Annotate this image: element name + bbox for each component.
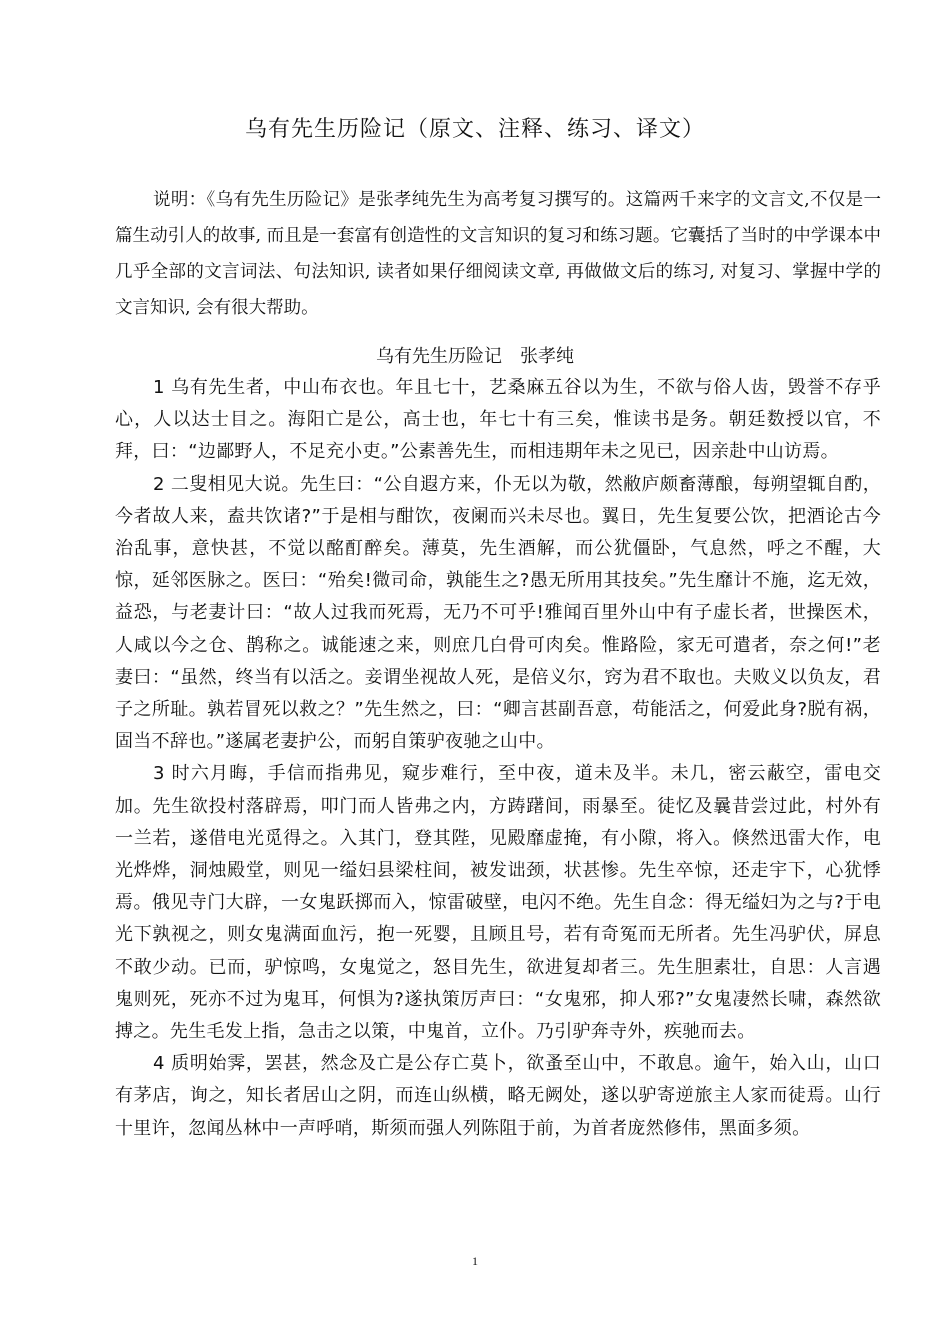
document-title: 乌有先生历险记（原文、注释、练习、译文） [244,117,705,142]
page-number: 1 [472,1254,478,1268]
paragraph-2: 2 二叟相见大说。先生曰：“公自遐方来，仆无以为敬，然敝庐颇畜薄酿，每朔望辄自酌，今者故人来，盍共饮诸?”于是相与酣饮，夜阑而兴未尽也。翼日，先生复要公饮，把酒论古今治乱事，意快甚，不觉以酩酊醉矣。薄莫，先生酒解，而公犹僵卧，气息然，呼之不醒，大惊，延邻医脉之。医曰：“殆矣!微司命，孰能生之?愚无所用其技矣。”先生靡计不施，迄无效，益恐，与老妻计曰：“故人过我而死焉，无乃不可乎!雅闻百里外山中有子虚长者，世操医术，人咸以今之仓、鹊称之。诚能速之来，则庶几白骨可肉矣。惟路险，家无可遣者，奈之何!”老妻曰：“虽然，终当有以活之。妾谓坐视故人死，是倍义尔，窍为君不取也。夫败义以负友，君子之所耻。孰若冒死以救之？”先生然之，曰：“卿言甚副吾意，苟能活之，何爱此身?脱有祸，固当不辞也。”遂属老妻护公，而躬自策驴夜驰之山中。 [115,473,881,753]
article-body [115,372,881,1145]
paragraph-4: 4 质明始霁，罢甚，然念及亡是公存亡莫卜，欲蚤至山中，不敢息。逾午，始入山，山口有茅店，询之，知长者居山之阴，而连山纵横，略无阙处，遂以驴寄逆旅主人家而徒焉。山行十里许，忽闻丛林中一声呼哨，斯须而强人列陈阻于前，为首者庞然修伟，黑面多须。 [115,1053,881,1139]
paragraph-3: 3 时六月晦，手信而指弗见，窥步难行，至中夜，道未及半。未几，密云蔽空，雷电交加。先生欲投村落辟焉，叩门而人皆弗之内，方踌躇间，雨暴至。徒忆及曩昔尝过此，村外有一兰若，遂借电光觅得之。入其门，登其陛，见殿靡虚掩，有小隙，将入。倏然迅雷大作，电光烨烨，洞烛殿堂，则见一缢妇县梁柱间，被发诎颈，状甚惨。先生卒惊，还走宇下，心犹悸焉。俄见寺门大辟，一女鬼跃掷而入，惊雷破壁，电闪不绝。先生自念：得无缢妇为之与?于电光下孰视之，则女鬼满面血污，抱一死婴，且顾且号，若有奇冤而无所者。先生冯驴伏，屏息不敢少动。已而，驴惊鸣，女鬼觉之，怒目先生，欲进复却者三。先生胆素壮，自思：人言遇鬼则死，死亦不过为鬼耳，何惧为?遂执策厉声曰：“女鬼邪，抑人邪?”女鬼凄然长啸，森然欲搏之。先生毛发上指，急击之以策，中鬼首，立仆。乃引驴奔寺外，疾驰而去。 [115,763,881,1043]
intro-note: 说明：《乌有先生历险记》是张孝纯先生为高考复习撰写的。这篇两千来字的文言文,不仅是一篇生动引人的故事, 而且是一套富有创造性的文言知识的复习和练习题。它囊括了当时的中学课本中几乎全部的文言词法、句法知识, 读者如果仔细阅读文章, 再做做文后的练习, 对复习、掌握中学的文言知识, 会有很大帮助。 [115,190,881,318]
article-subtitle: 乌有先生历险记 张孝纯 [376,346,574,367]
paragraph-1: 1 乌有先生者，中山布衣也。年且七十，艺桑麻五谷以为生，不欲与俗人齿，毁誉不存乎心，人以达士目之。海阳亡是公，高士也，年七十有三矣，惟读书是务。朝廷数授以官，不拜，曰：“边鄙野人，不足充小吏。”公素善先生，而相违期年未之见已，因亲赴中山访焉。 [115,377,881,463]
